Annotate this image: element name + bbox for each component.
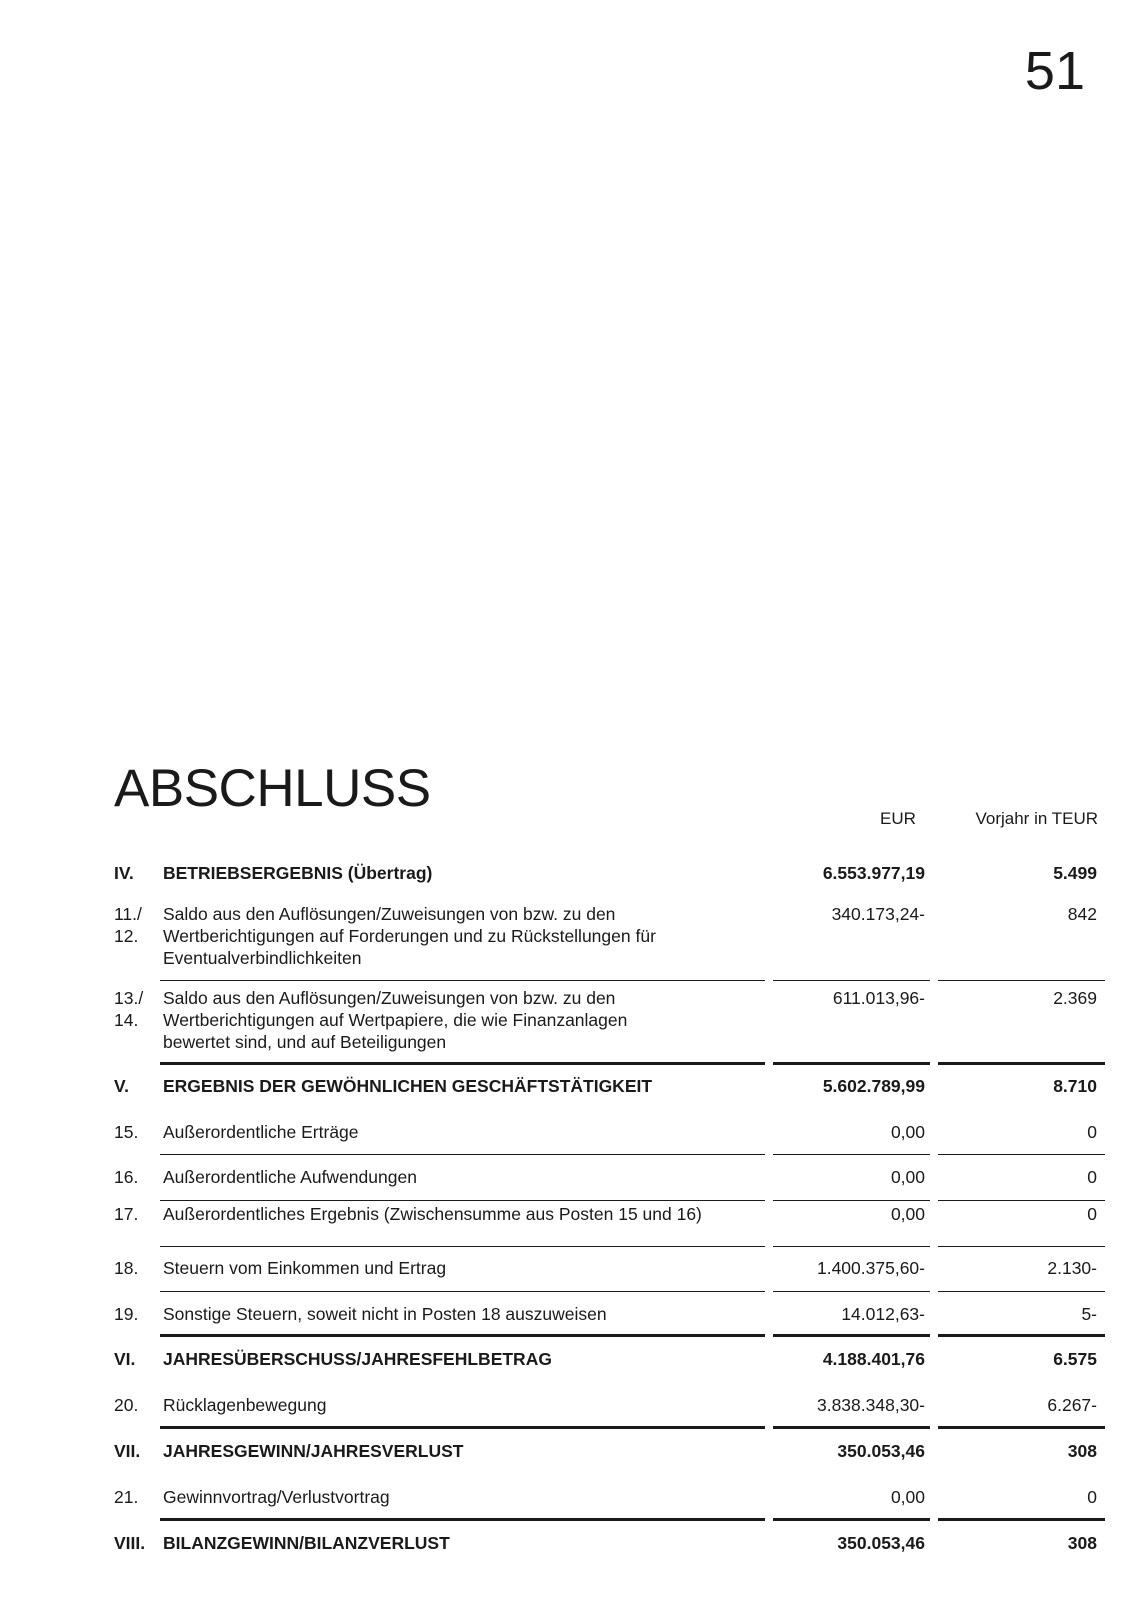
row-divider bbox=[773, 1291, 930, 1292]
row-value-prior-year: 5- bbox=[1081, 1304, 1097, 1324]
row-value-eur: 611.013,96- bbox=[832, 988, 925, 1008]
row-label: Außerordentliche Aufwendungen bbox=[163, 1167, 417, 1187]
row-value-prior-year: 2.130- bbox=[1047, 1258, 1097, 1278]
row-value-eur: 0,00 bbox=[890, 1204, 925, 1224]
row-label: Außerordentliches Ergebnis (Zwischensumme aus Posten 15 und 16) bbox=[163, 1204, 702, 1224]
page-title: ABSCHLUSS bbox=[114, 759, 431, 818]
row-divider bbox=[160, 1246, 765, 1247]
row-divider bbox=[160, 1154, 765, 1155]
row-value-eur: 5.602.789,99 bbox=[822, 1076, 925, 1096]
row-divider bbox=[160, 1426, 765, 1429]
row-label: Außerordentliche Erträge bbox=[163, 1122, 359, 1142]
row-label: JAHRESGEWINN/JAHRESVERLUST bbox=[163, 1441, 464, 1461]
row-value-prior-year: 0 bbox=[1087, 1204, 1097, 1224]
row-value-eur: 0,00 bbox=[890, 1167, 925, 1187]
row-number: 20. bbox=[114, 1395, 139, 1415]
row-label: Saldo aus den Auflösungen/Zuweisungen von bzw. zu den Wertberichtigungen auf Forderungen und zu Rückstellungen für Eventualverbindlichkeiten bbox=[163, 904, 656, 968]
row-value-eur: 1.400.375,60- bbox=[816, 1258, 925, 1278]
row-value-prior-year: 2.369 bbox=[1053, 988, 1097, 1008]
row-number: 11./ 12. bbox=[114, 904, 142, 946]
row-value-prior-year: 0 bbox=[1087, 1167, 1097, 1187]
row-value-eur: 0,00 bbox=[890, 1122, 925, 1142]
row-number: 18. bbox=[114, 1258, 139, 1278]
row-number: VIII. bbox=[114, 1533, 146, 1553]
row-divider bbox=[938, 1246, 1105, 1247]
row-number: 17. bbox=[114, 1204, 139, 1224]
row-value-eur: 340.173,24- bbox=[831, 904, 925, 924]
row-divider bbox=[938, 1062, 1105, 1065]
row-value-prior-year: 308 bbox=[1067, 1533, 1097, 1553]
column-header-eur: EUR bbox=[880, 809, 916, 828]
row-divider bbox=[160, 1200, 765, 1201]
row-value-eur: 14.012,63- bbox=[841, 1304, 925, 1324]
row-divider bbox=[160, 980, 765, 981]
row-label: Saldo aus den Auflösungen/Zuweisungen von bzw. zu den Wertberichtigungen auf Wertpapiere, die wie Finanzanlagen bewertet sind, und auf Beteiligungen bbox=[163, 988, 628, 1052]
row-label: BILANZGEWINN/BILANZVERLUST bbox=[163, 1533, 450, 1553]
row-divider bbox=[773, 1246, 930, 1247]
row-divider bbox=[160, 1518, 765, 1521]
row-number: 16. bbox=[114, 1167, 139, 1187]
row-divider bbox=[938, 1426, 1105, 1429]
row-label: Gewinnvortrag/Verlustvortrag bbox=[163, 1487, 390, 1507]
row-number: 19. bbox=[114, 1304, 139, 1324]
row-value-eur: 350.053,46 bbox=[837, 1441, 925, 1461]
row-value-prior-year: 6.575 bbox=[1053, 1349, 1097, 1369]
row-value-prior-year: 0 bbox=[1087, 1122, 1097, 1142]
row-divider bbox=[160, 1291, 765, 1292]
row-value-eur: 3.838.348,30- bbox=[816, 1395, 925, 1415]
row-divider bbox=[773, 1154, 930, 1155]
row-value-prior-year: 842 bbox=[1067, 904, 1097, 924]
row-label: ERGEBNIS DER GEWÖHNLICHEN GESCHÄFTSTÄTIGKEIT bbox=[163, 1076, 653, 1096]
row-divider bbox=[160, 1062, 765, 1065]
row-value-prior-year: 0 bbox=[1087, 1487, 1097, 1507]
row-number: V. bbox=[114, 1076, 129, 1096]
row-value-prior-year: 6.267- bbox=[1047, 1395, 1097, 1415]
row-value-eur: 350.053,46 bbox=[837, 1533, 925, 1553]
row-divider bbox=[773, 1334, 930, 1337]
row-divider bbox=[773, 980, 930, 981]
row-value-prior-year: 308 bbox=[1067, 1441, 1097, 1461]
row-number: IV. bbox=[114, 863, 134, 883]
row-divider bbox=[938, 980, 1105, 981]
row-divider bbox=[773, 1518, 930, 1521]
row-label: Rücklagenbewegung bbox=[163, 1395, 327, 1415]
row-number: VI. bbox=[114, 1349, 136, 1369]
column-header-prior-year: Vorjahr in TEUR bbox=[975, 809, 1098, 828]
row-number: VII. bbox=[114, 1441, 141, 1461]
row-label: BETRIEBSERGEBNIS (Übertrag) bbox=[163, 863, 433, 883]
page-number: 51 bbox=[1024, 41, 1085, 101]
row-number: 21. bbox=[114, 1487, 139, 1507]
row-number: 15. bbox=[114, 1122, 139, 1142]
row-divider bbox=[938, 1334, 1105, 1337]
row-label: Steuern vom Einkommen und Ertrag bbox=[163, 1258, 447, 1278]
row-value-eur: 6.553.977,19 bbox=[822, 863, 925, 883]
row-divider bbox=[773, 1062, 930, 1065]
row-divider bbox=[773, 1426, 930, 1429]
row-value-eur: 4.188.401,76 bbox=[822, 1349, 925, 1369]
row-label: Sonstige Steuern, soweit nicht in Posten 18 auszuweisen bbox=[163, 1304, 607, 1324]
row-value-prior-year: 8.710 bbox=[1053, 1076, 1097, 1096]
row-divider bbox=[938, 1518, 1105, 1521]
row-divider bbox=[773, 1200, 930, 1201]
row-divider bbox=[160, 1334, 765, 1337]
row-divider bbox=[938, 1154, 1105, 1155]
row-divider bbox=[938, 1200, 1105, 1201]
row-value-eur: 0,00 bbox=[890, 1487, 925, 1507]
row-number: 13./ 14. bbox=[114, 988, 144, 1030]
row-label: JAHRESÜBERSCHUSS/JAHRESFEHLBETRAG bbox=[163, 1349, 552, 1369]
row-divider bbox=[938, 1291, 1105, 1292]
row-value-prior-year: 5.499 bbox=[1053, 863, 1097, 883]
